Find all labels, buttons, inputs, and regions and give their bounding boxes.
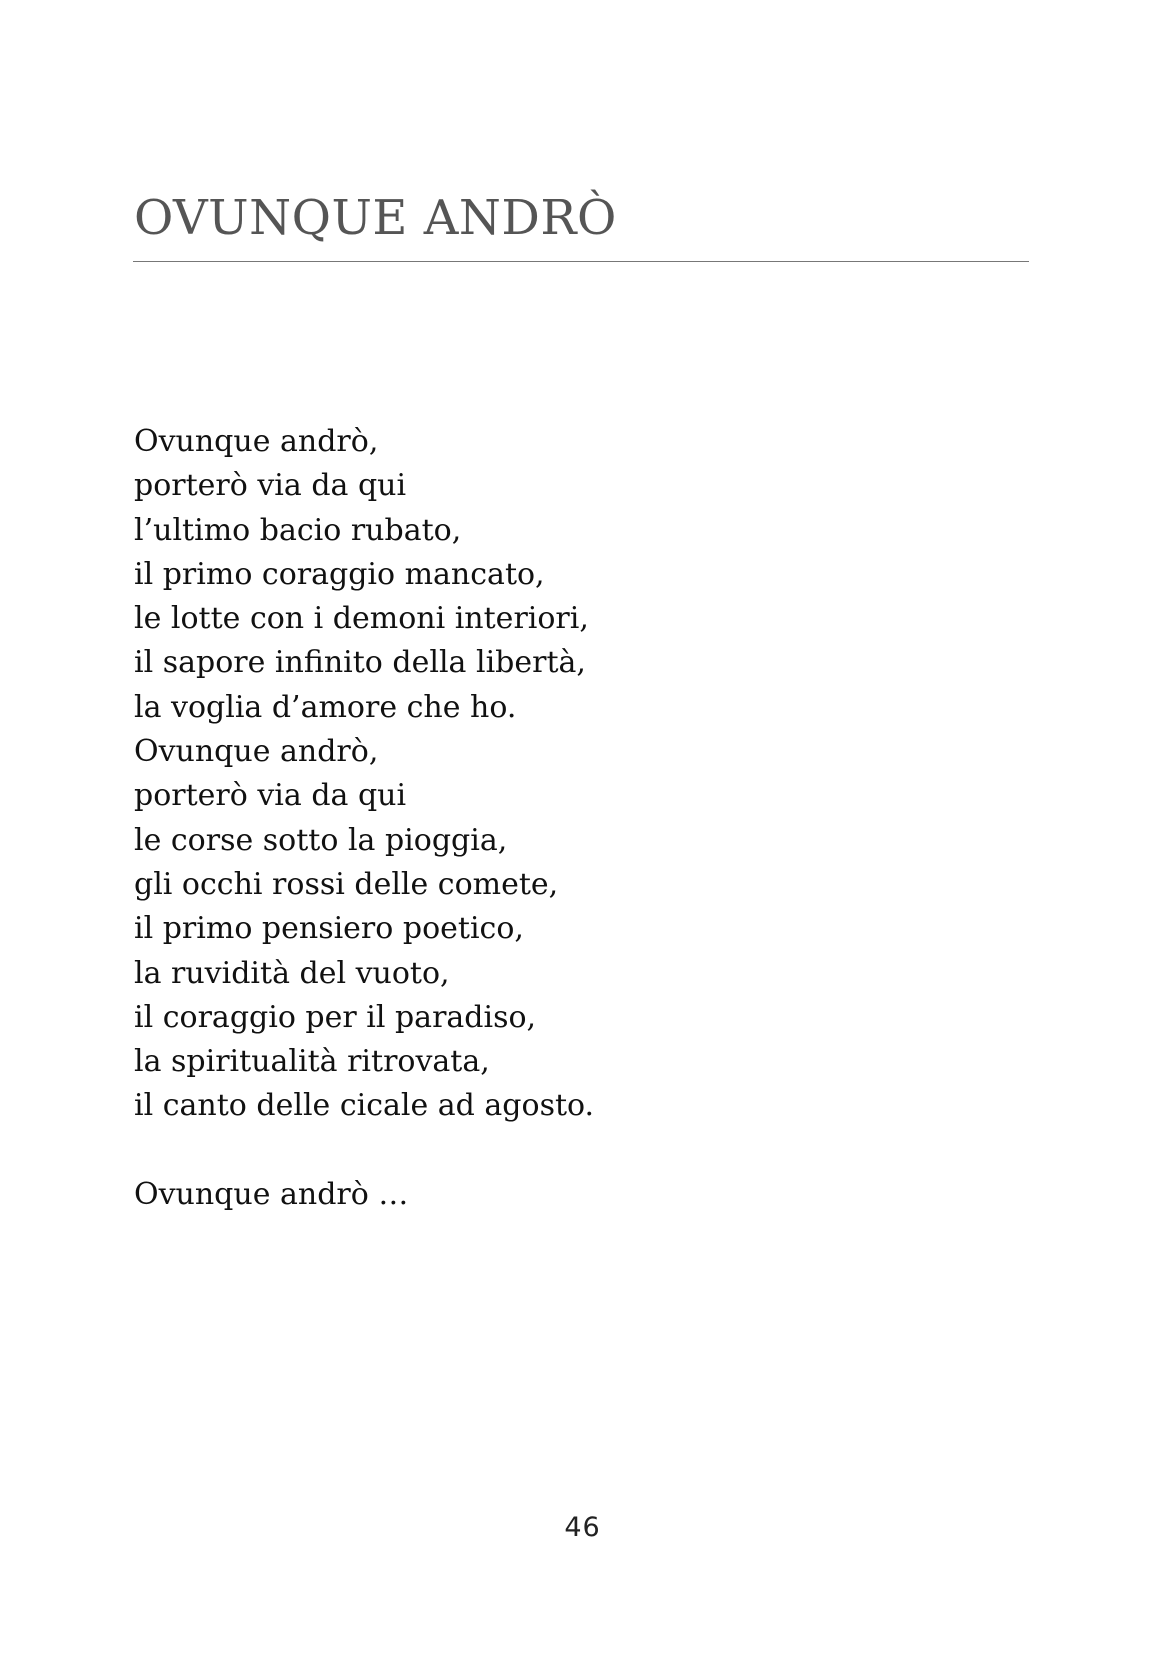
- verse-line: porterò via da qui: [134, 468, 407, 504]
- verse-line: il primo pensiero poetico,: [134, 911, 524, 947]
- verse-line: la ruvidità del vuoto,: [134, 955, 450, 991]
- stanza-1: [134, 420, 934, 1129]
- verse-line: la voglia d’amore che ho.: [134, 689, 517, 725]
- verse-line: gli occhi rossi delle comete,: [134, 866, 559, 902]
- title-underline: [133, 261, 1029, 262]
- verse-line: il canto delle cicale ad agosto.: [134, 1088, 595, 1124]
- verse-line: il sapore infinito della libertà,: [134, 645, 586, 681]
- verse-line: le lotte con i demoni interiori,: [134, 601, 589, 637]
- verse-line: l’ultimo bacio rubato,: [134, 512, 462, 548]
- poem-title: OVUNQUE ANDRÒ: [134, 190, 617, 246]
- verse-line: le corse sotto la pioggia,: [134, 822, 508, 858]
- verse-line: la spiritualità ritrovata,: [134, 1044, 490, 1080]
- verse-line: porterò via da qui: [134, 778, 407, 814]
- page-number: 46: [564, 1512, 601, 1543]
- poem-body: [134, 420, 934, 1217]
- verse-line: Ovunque andrò,: [134, 424, 379, 459]
- verse-line: Ovunque andrò …: [134, 1176, 409, 1212]
- verse-line: il primo coraggio mancato,: [134, 556, 545, 592]
- verse-line: il coraggio per il paradiso,: [134, 999, 537, 1035]
- verse-line: Ovunque andrò,: [134, 734, 379, 770]
- stanza-2: [134, 1173, 934, 1217]
